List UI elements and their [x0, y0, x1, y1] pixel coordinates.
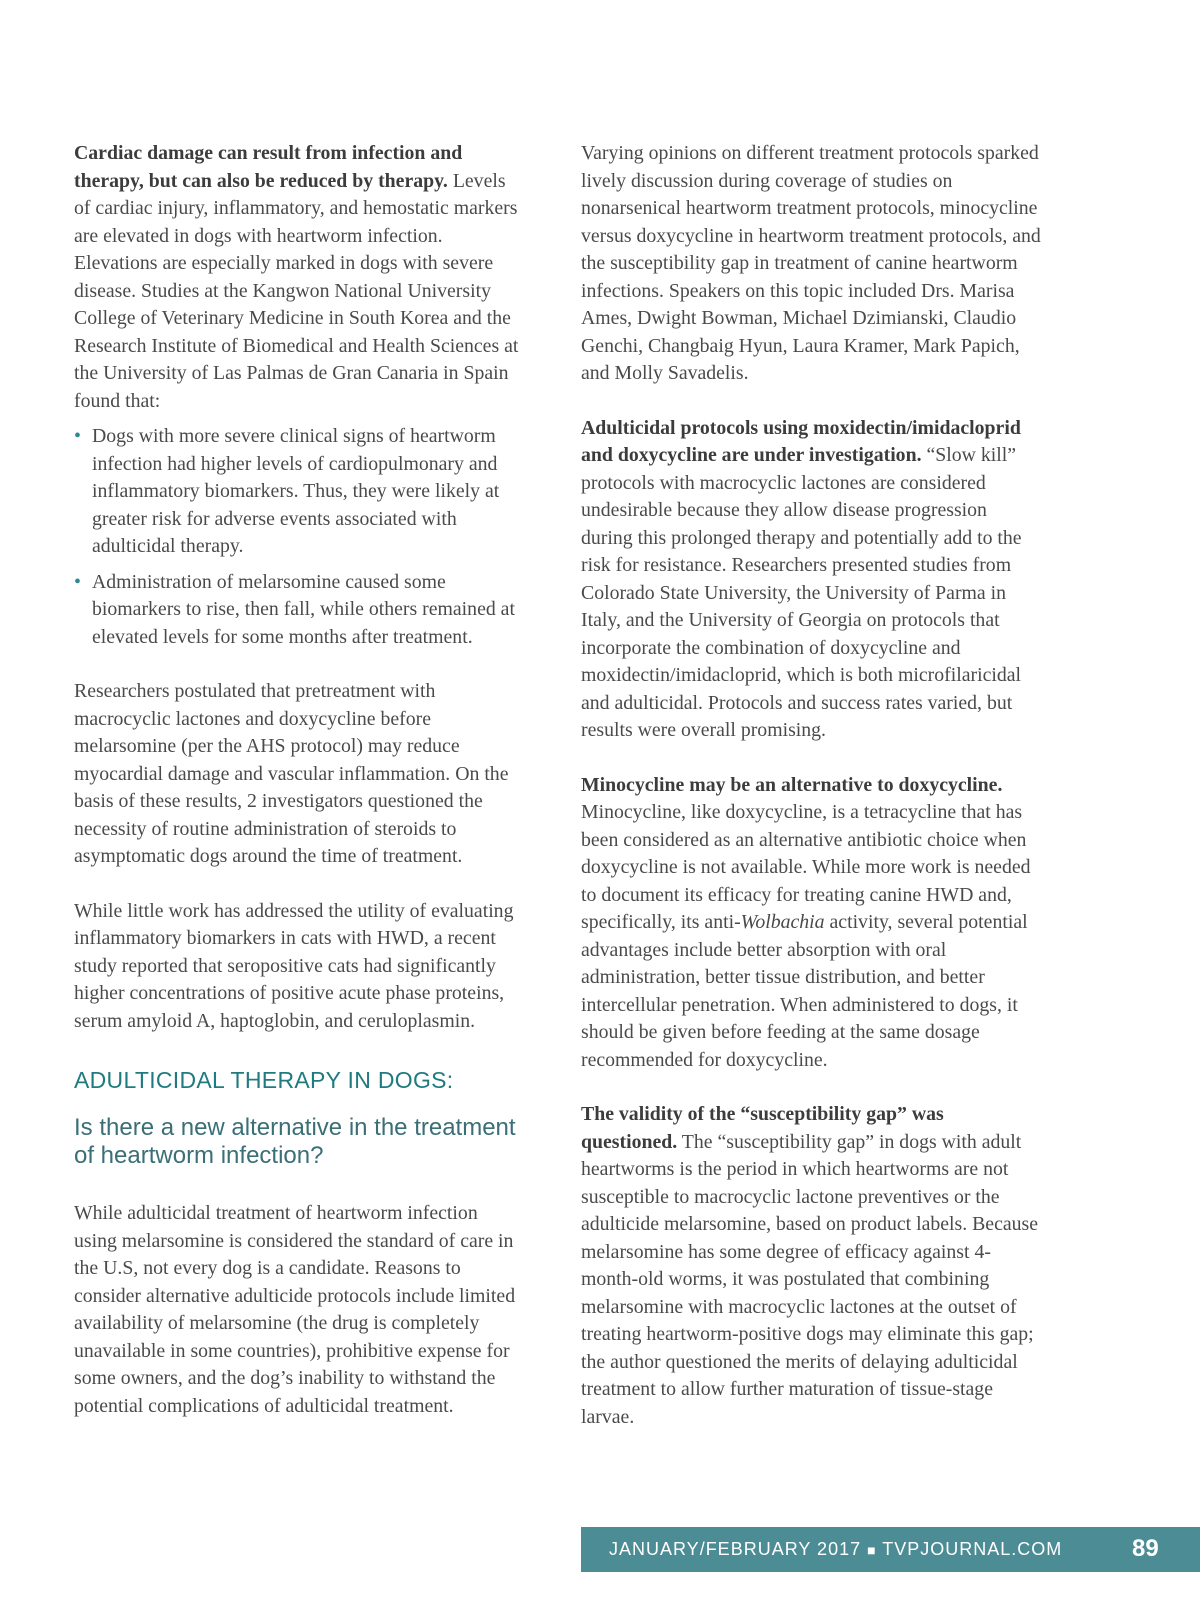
- paragraph-body: Minocycline, like doxycycline, is a tetracycline that has been considered as an alternative antibiotic choice when doxycycline is not available. While more work is needed to document its efficacy for treating canine HWD and, specifically, its anti-: [581, 801, 1031, 933]
- paragraph-lead: Minocycline may be an alternative to doxycycline.: [581, 773, 1003, 796]
- paragraph-lead: The validity of the “susceptibility gap” was questioned.: [581, 1103, 944, 1153]
- paragraph-body: Levels of cardiac injury, inflammatory, and hemostatic markers are elevated in dogs with heartworm infection. Elevations are especially marked in dogs with severe disease. Studies at the Kangwon National University College of Veterinary Medicine in South Korea and the Research Institute of Biomedical and Health Sciences at the University of Las Palmas de Gran Canaria in Spain found that:: [74, 169, 519, 412]
- paragraph-body: The “susceptibility gap” in dogs with adult heartworms is the period in which heartworms are not susceptible to macrocyclic lactone preventives or the adulticide melarsomine, based on product labels. Because melarsomine has some degree of efficacy against 4-month-old worms, it was postulated that combining melarsomine with macrocyclic lactones at the outset of treating heartworm-positive dogs may eliminate this gap; the author questioned the merits of delaying adulticidal treatment to allow further maturation of tissue-stage larvae.: [581, 1130, 1039, 1428]
- paragraph-body-cont: activity, several potential advantages include better absorption with oral administration, better tissue distribution, and better intercellular penetration. When administered to dogs, it should be given before feeding at the same dosage recommended for doxycycline.: [581, 911, 1028, 1071]
- italic-term: Wolbachia: [740, 911, 825, 933]
- paragraph-cats: While little work has addressed the utility of evaluating inflammatory biomarkers in cats with HWD, a recent study reported that seropositive cats had significantly higher concentrations of positive acute phase proteins, serum amyloid A, haptoglobin, and ceruloplasmin.: [74, 899, 514, 1032]
- left-column: [74, 140, 522, 1420]
- paragraph-pretreatment: Researchers postulated that pretreatment with macrocyclic lactones and doxycycline before melarsomine (per the AHS protocol) may reduce myocardial damage and vascular inflammation. On the basis of these results, 2 investigators questioned the necessity of routine administration of steroids to asymptomatic dogs around the time of treatment.: [74, 680, 509, 867]
- paragraph-cardiac: [74, 140, 522, 415]
- right-column: [581, 140, 1041, 1431]
- list-item-text: Dogs with more severe clinical signs of heartworm infection had higher levels of cardiopulmonary and inflammatory biomarkers. Thus, they were likely at greater risk for adverse events associated with adulticidal therapy.: [92, 425, 500, 557]
- paragraph-body: “Slow kill” protocols with macrocyclic lactones are considered undesirable because they allow disease progression during this prolonged therapy and potentially add to the risk for resistance. Researchers presented studies from Colorado State University, the University of Parma in Italy, and the University of Georgia on protocols that incorporate the combination of doxycycline and moxidectin/imidacloprid, which is both microfilaricidal and adulticidal. Protocols and success rates varied, but results were overall promising.: [581, 444, 1022, 741]
- footer-text: [609, 1539, 1062, 1560]
- paragraph-opinions: Varying opinions on different treatment protocols sparked lively discussion during coverage of studies on nonarsenical heartworm treatment protocols, minocycline versus doxycycline in heartworm treatment protocols, and the susceptibility gap in treatment of canine heartworm infections. Speakers on this topic included Drs. Marisa Ames, Dwight Bowman, Michael Dzimianski, Claudio Genchi, Changbaig Hyun, Laura Kramer, Mark Papich, and Molly Savadelis.: [581, 142, 1041, 384]
- bullet-icon: •: [74, 425, 81, 447]
- list-item-text: Administration of melarsomine caused some biomarkers to rise, then fall, while others remained at elevated levels for some months after treatment.: [92, 570, 515, 648]
- footer-date: JANUARY/FEBRUARY 2017: [609, 1539, 862, 1559]
- list-item: [74, 569, 522, 652]
- findings-list: [74, 423, 522, 651]
- paragraph-lead: Adulticidal protocols using moxidectin/imidacloprid and doxycycline are under investigation.: [581, 416, 1021, 466]
- square-separator-icon: ■: [867, 1542, 877, 1558]
- paragraph-adulticidal: While adulticidal treatment of heartworm infection using melarsomine is considered the standard of care in the U.S, not every dog is a candidate. Reasons to consider alternative adulticide protocols include limited availability of melarsomine (the drug is completely unavailable in some countries), prohibitive expense for some owners, and the dog’s inability to withstand the potential complications of adulticidal treatment.: [74, 1202, 516, 1417]
- page-footer: [581, 1527, 1200, 1572]
- footer-site: TVPJOURNAL.COM: [882, 1539, 1063, 1559]
- section-heading: ADULTICIDAL THERAPY IN DOGS:: [74, 1067, 454, 1093]
- bullet-icon: •: [74, 570, 81, 593]
- paragraph-moxidectin: [581, 415, 1041, 745]
- paragraph-minocycline: [581, 772, 1041, 1075]
- paragraph-susceptibility: [581, 1101, 1041, 1431]
- page-number: 89: [1132, 1535, 1159, 1562]
- section-subheading: Is there a new alternative in the treatment of heartworm infection?: [74, 1114, 516, 1169]
- list-item: [74, 423, 522, 561]
- paragraph-lead: Cardiac damage can result from infection and therapy, but can also be reduced by therapy.: [74, 142, 463, 192]
